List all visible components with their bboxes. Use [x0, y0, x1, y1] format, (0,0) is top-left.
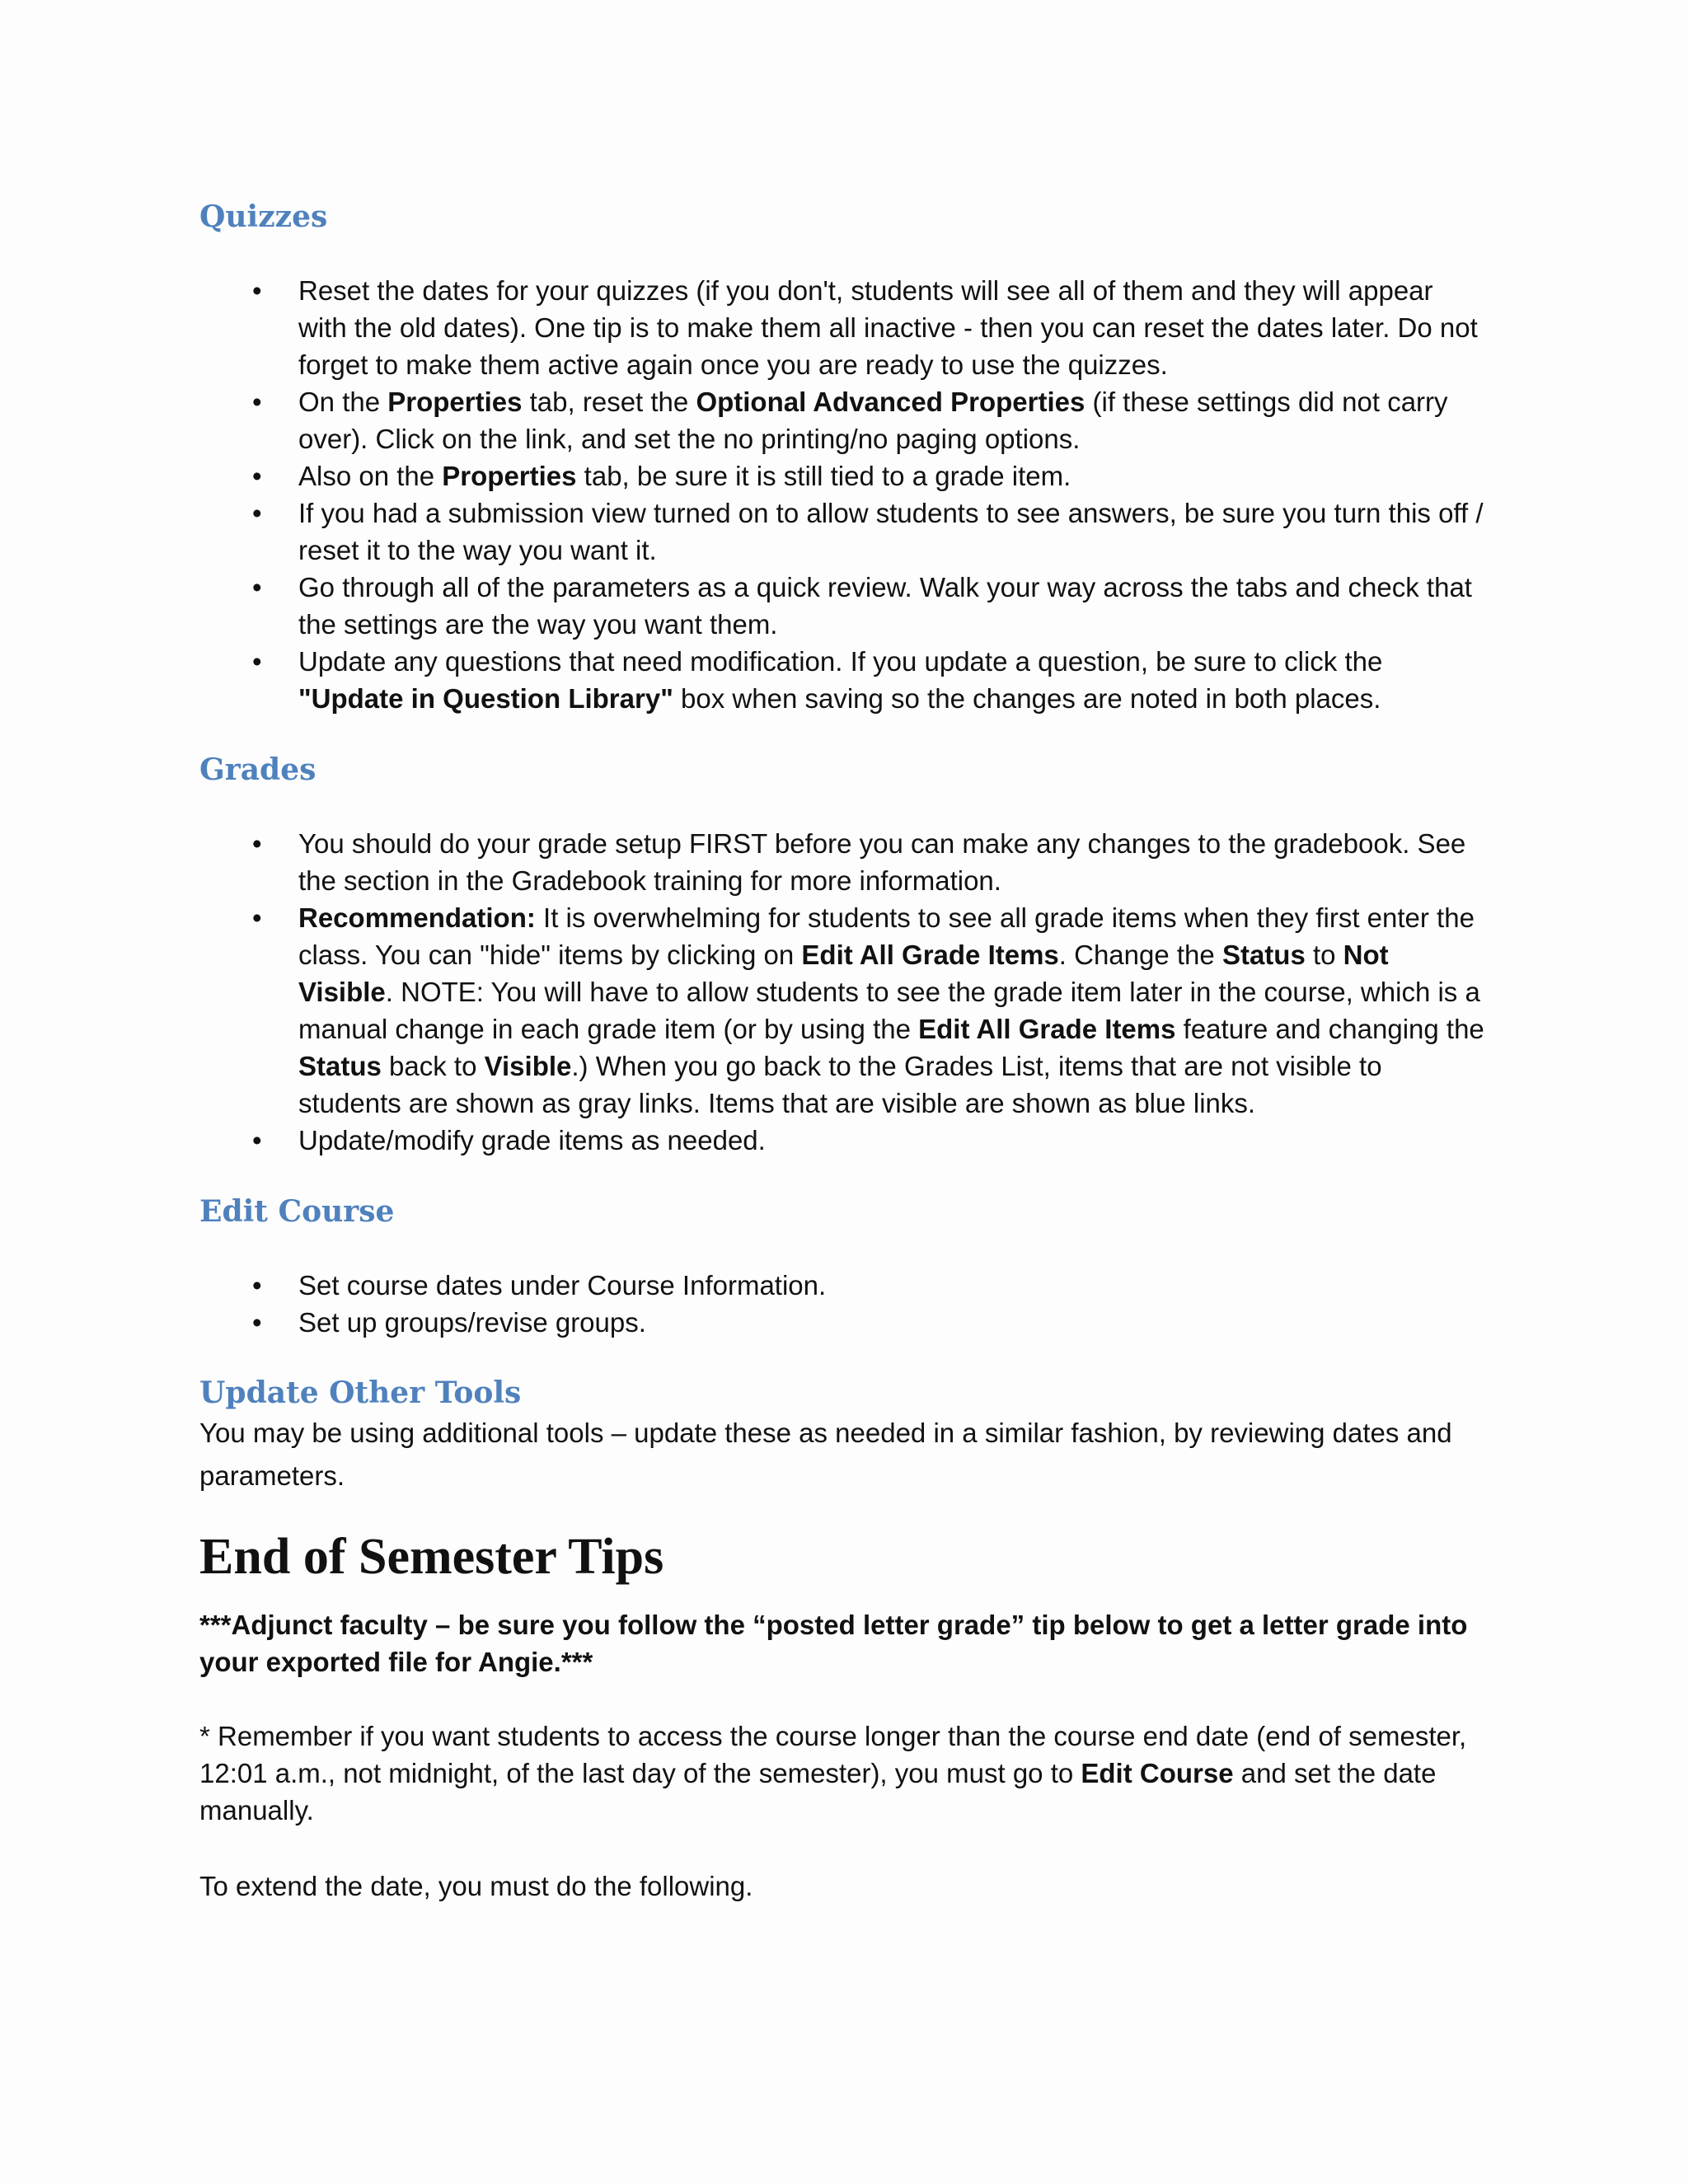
bold-text: Edit Course	[1081, 1758, 1234, 1788]
page-title-end-of-semester: End of Semester Tips	[199, 1529, 664, 1585]
text-run: You should do your grade setup FIRST before you can make any changes to the gradebook. See the section in the Gradebook training for more information.	[298, 828, 1466, 896]
list-item	[199, 899, 1485, 1122]
text-run: (if these settings did not carry over). Click on the link, and set the no printing/no paging options.	[298, 387, 1448, 454]
text-run: Set course dates under Course Information.	[298, 1270, 827, 1301]
section-heading-update-other-tools: Update Other Tools	[199, 1376, 522, 1410]
bold-text: Visible	[484, 1051, 572, 1081]
text-run: Set up groups/revise groups.	[298, 1307, 646, 1338]
bold-text: Status	[298, 1051, 382, 1081]
section-heading-grades: Grades	[199, 752, 316, 787]
list-item	[199, 457, 1485, 494]
text-run: box when saving so the changes are noted in both places.	[673, 683, 1381, 714]
bold-text: Properties	[387, 387, 523, 417]
section-heading-edit-course: Edit Course	[199, 1194, 395, 1229]
text-run: It is overwhelming for students to see all grade items when they first enter the class. You can "hide" items by clicking on	[298, 902, 1475, 970]
text-run: tab, be sure it is still tied to a grade item.	[576, 461, 1071, 491]
list-item	[199, 643, 1485, 717]
text-run: tab, reset the	[522, 387, 696, 417]
list-item	[199, 1267, 1485, 1304]
remember-paragraph	[199, 1718, 1485, 1829]
text-run: to	[1305, 940, 1343, 970]
adjunct-note: ***Adjunct faculty – be sure you follow the “posted letter grade” tip below to get a letter grade into your exported file for Angie.***	[199, 1610, 1468, 1677]
list-item	[199, 272, 1485, 383]
list-item	[199, 1304, 1485, 1341]
text-run: and set the date manually.	[199, 1758, 1437, 1825]
text-run: . Change the	[1058, 940, 1222, 970]
text-run: Go through all of the parameters as a quick review. Walk your way across the tabs and check that the settings are the way you want them.	[298, 572, 1472, 640]
text-run: Update any questions that need modification. If you update a question, be sure to click the	[298, 646, 1383, 677]
text-run: Update/modify grade items as needed.	[298, 1125, 766, 1155]
text-run: If you had a submission view turned on to allow students to see answers, be sure you turn this off / reset it to the way you want it.	[298, 498, 1484, 565]
bold-text: Not Visible	[298, 940, 1389, 1007]
text-run: On the	[298, 387, 388, 417]
quizzes-list	[199, 272, 1485, 717]
list-item	[199, 494, 1485, 569]
text-run: Reset the dates for your quizzes (if you don't, students will see all of them and they will appear with the old dates). One tip is to make them all inactive - then you can reset the dates later. Do not forget to make them active again once you are ready to use the quizzes.	[298, 275, 1478, 380]
text-run: . NOTE: You will have to allow students to see the grade item later in the course, which is a manual change in each grade item (or by using the	[298, 977, 1480, 1044]
other-tools-paragraph: You may be using additional tools – update these as needed in a similar fashion, by reviewing dates and parameters.	[199, 1418, 1452, 1491]
text-run: feature and changing the	[1175, 1014, 1484, 1044]
bold-text: Recommendation:	[298, 902, 536, 933]
section-heading-quizzes: Quizzes	[199, 199, 328, 234]
list-item	[199, 1122, 1485, 1159]
bullet-icon: •	[252, 646, 262, 677]
text-run: * Remember if you want students to access the course longer than the course end date (end of semester, 12:01 a.m., not midnight, of the last day of the semester), you must go to	[199, 1721, 1467, 1788]
bullet-icon: •	[252, 902, 262, 933]
bullet-icon: •	[252, 1125, 262, 1155]
list-item	[199, 569, 1485, 643]
grades-list	[199, 825, 1485, 1159]
text-run: .) When you go back to the Grades List, items that are not visible to students are shown as gray links. Items that are visible are shown as blue links.	[298, 1051, 1382, 1118]
list-item	[199, 383, 1485, 457]
bullet-icon: •	[252, 1270, 262, 1301]
bold-text: "Update in Question Library"	[298, 683, 673, 714]
bullet-icon: •	[252, 461, 262, 491]
text-run: back to	[381, 1051, 485, 1081]
bullet-icon: •	[252, 387, 262, 417]
extend-paragraph: To extend the date, you must do the following.	[199, 1871, 753, 1901]
bold-text: Status	[1221, 940, 1306, 970]
bullet-icon: •	[252, 828, 262, 859]
list-item	[199, 825, 1485, 899]
bullet-icon: •	[252, 572, 262, 602]
text-run: Also on the	[298, 461, 443, 491]
bold-text: Properties	[442, 461, 577, 491]
edit-course-list	[199, 1267, 1485, 1341]
bullet-icon: •	[252, 275, 262, 306]
bold-text: Optional Advanced Properties	[696, 387, 1085, 417]
bullet-icon: •	[252, 498, 262, 528]
bold-text: Edit All Grade Items	[801, 940, 1059, 970]
bullet-icon: •	[252, 1307, 262, 1338]
document-content	[199, 194, 1485, 1905]
bold-text: Edit All Grade Items	[918, 1014, 1176, 1044]
